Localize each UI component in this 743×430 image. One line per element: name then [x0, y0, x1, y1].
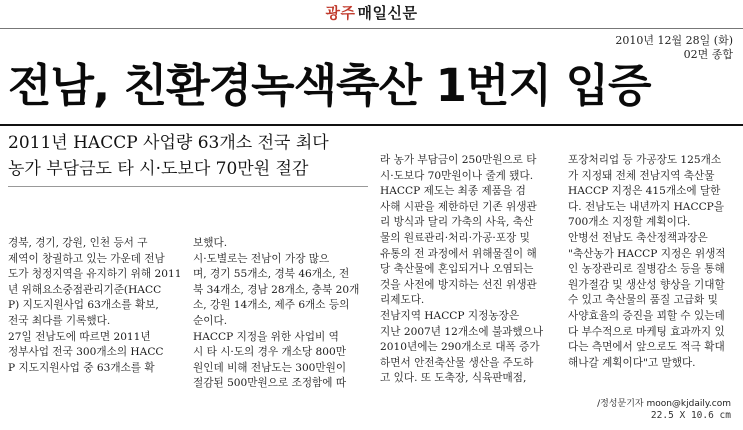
article-line: 인 농장관리로 질병감소 등을 통해 [568, 263, 725, 276]
article-line: 소, 강원 14개소, 제주 6개소 등의 [193, 299, 350, 312]
article-line: 해나갈 계획이다"고 말했다. [568, 356, 696, 369]
article-line: 원가절감 및 생산성 향상을 기대할 [568, 278, 725, 291]
article-line: 며, 경기 55개소, 경북 46개소, 전 [193, 268, 350, 281]
article-line: 리제도다. [380, 294, 425, 307]
publication-date: 2010년 12월 28일 (화) [615, 34, 733, 47]
article-line: 유통의 전 과정에서 위해물질이 해 [380, 247, 537, 260]
article-line: 포장처리업 등 가공장도 125개소 [568, 154, 722, 166]
article-line: 보했다. [193, 237, 228, 249]
article-line: 원인데 비해 전남도는 300만원이 [193, 361, 347, 374]
article-line: HACCP 지정은 415개소에 달한 [568, 185, 721, 198]
subheadline-block [8, 130, 368, 187]
article-line: 시 타 시·도의 경우 개소당 800만 [193, 346, 346, 359]
article-line: 정부사업 전국 300개소의 HACC [8, 346, 164, 359]
article-line: 전국 최다를 기록했다. [8, 314, 111, 327]
article-line: 북 34개소, 경남 28개소, 충북 20개 [193, 283, 360, 296]
article-line: 가 지정돼 전체 전남지역 축산물 [568, 169, 715, 182]
article-line: 전남지역 HACCP 지정농장은 [380, 309, 520, 322]
article-line: 27일 전남도에 따르면 2011년 [8, 330, 151, 343]
article-line: 것을 사전에 방지하는 선진 위생관 [380, 278, 537, 291]
subheadline-2: 농가 부담금도 타 시·도보다 70만원 절감 [8, 159, 309, 179]
article-line: 2010년에는 290개소로 대폭 증가 [380, 341, 540, 354]
article-line: 제역이 창궐하고 있는 가운데 전남 [8, 252, 165, 265]
article-line: 다 부수적으로 마케팅 효과까지 있 [568, 325, 725, 338]
article-line: 라 농가 부담금이 250만원으로 타 [380, 154, 537, 166]
article-column-1 [8, 236, 186, 376]
subheadline-1: 2011년 HACCP 사업량 63개소 전국 최다 [8, 133, 329, 153]
headline-rule [0, 124, 743, 126]
article-line: 리 방식과 달리 가축의 사육, 축산 [380, 216, 534, 229]
article-column-3 [380, 153, 562, 387]
article-line: 700개소 지정할 계획이다. [568, 216, 691, 229]
article-line: 다는 측면에서 앞으로도 적극 확대 [568, 341, 725, 354]
headline: 전남, 친환경녹색축산 1번지 입증 [8, 59, 651, 112]
article-line: P) 지도지원사업 63개소를 확보, [8, 299, 159, 312]
article-line: 사해 시판을 제한하던 기존 위생관 [380, 200, 537, 213]
page-section: 02면 종합 [683, 48, 733, 61]
masthead [0, 2, 743, 23]
article-line: 순이다. [193, 314, 228, 327]
article-line: 시·도별로는 전남이 가장 많으 [193, 252, 330, 265]
article-line: 수 있고 축산물의 품질 고급화 및 [568, 294, 718, 307]
article-line: HACCP 지정을 위한 사업비 역 [193, 330, 339, 343]
article-line: 도가 청정지역을 유지하기 위해 2011 [8, 268, 182, 281]
top-rule [0, 28, 743, 29]
article-line: 경북, 경기, 강원, 인천 등서 구 [8, 237, 148, 249]
article-line: HACCP 제도는 최종 제품을 검 [380, 185, 526, 198]
byline: /정성문기자 moon@kjdaily.com [597, 399, 731, 409]
article-line: 사양효율의 증진을 꾀할 수 있는데 [568, 309, 725, 322]
article-size: 22.5 X 10.6 cm [650, 410, 731, 421]
article-line: 절감된 500만원으로 조정함에 따 [193, 377, 347, 390]
article-line: 안병선 전남도 축산정책과장은 [568, 231, 708, 244]
article-line: P 지도지원사업 중 63개소를 확 [8, 361, 155, 374]
article-line: 년 위해요소중점관리기준(HACC [8, 283, 162, 296]
article-line: 시·도보다 70만원이나 줄게 됐다. [380, 169, 534, 182]
article-line: 당 축산물에 혼입되거나 오염되는 [380, 263, 534, 276]
article-column-2 [193, 236, 369, 392]
article-line: 지난 2007년 12개소에 불과했으나 [380, 325, 544, 338]
article-line: 다. 전남도는 내년까지 HACCP을 [568, 200, 725, 213]
article-column-4 [568, 153, 738, 371]
article-line: 하면서 안전축산물 생산을 주도하 [380, 356, 534, 369]
masthead-part1: 광주 [325, 4, 356, 22]
masthead-part2: 매일신문 [357, 4, 418, 22]
article-line: 고 있다. 또 도축장, 식육판매점, [380, 372, 527, 385]
article-line: 물의 원료관리·처리·가공·포장 및 [380, 231, 530, 244]
article-line: "축산농가 HACCP 지정은 위생적 [568, 247, 726, 260]
